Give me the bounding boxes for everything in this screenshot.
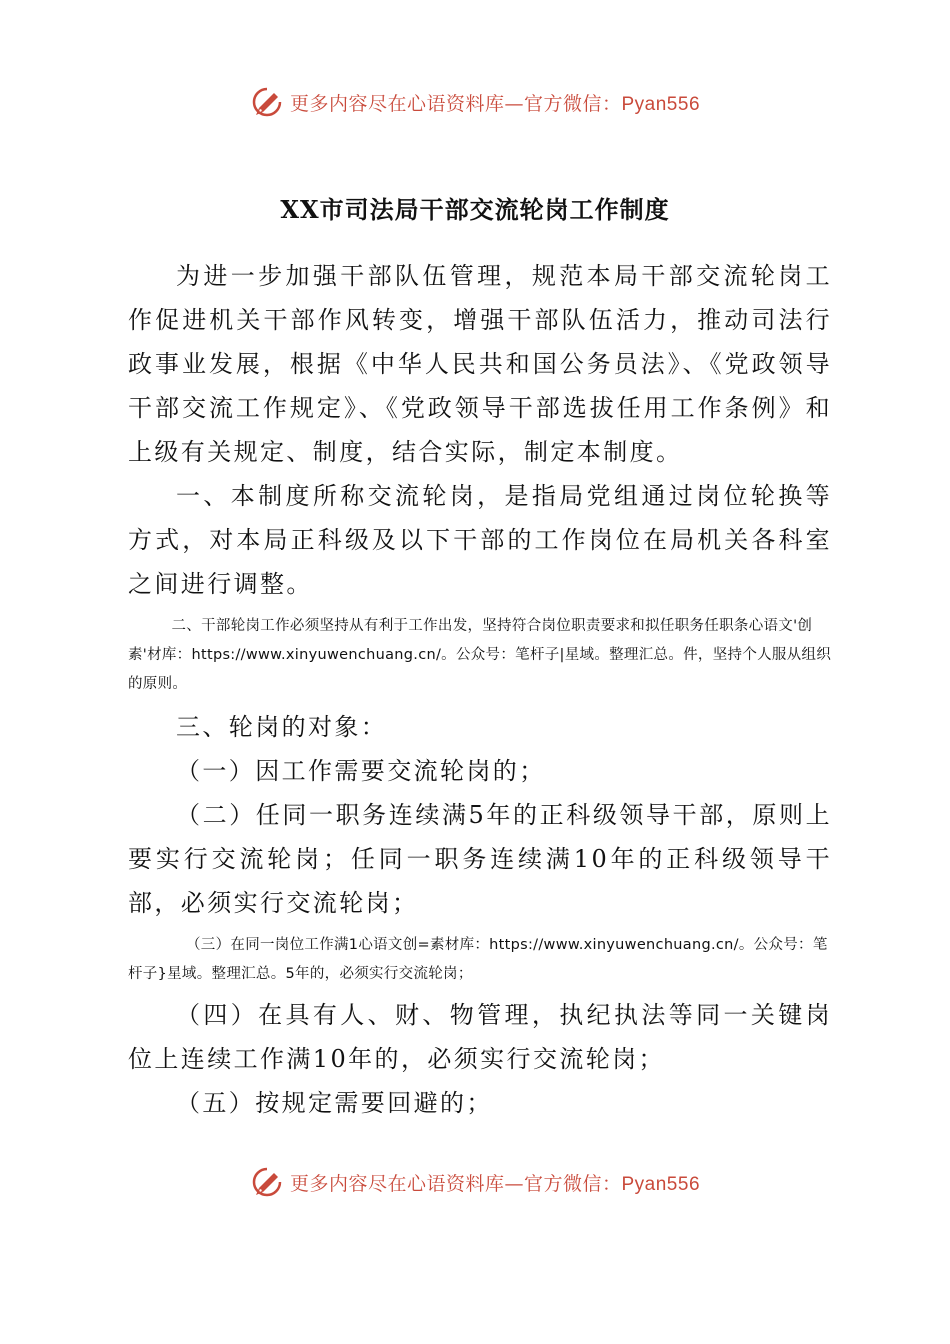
paragraph-article-3: 三、轮岗的对象：: [176, 713, 388, 741]
paragraph-item-1: （一）因工作需要交流轮岗的；: [176, 757, 546, 785]
paragraph-preamble: 为进一步加强干部队伍管理，规范本局干部交流轮岗工作促进机关干部作风转变，增强干部队伍活力，推动司法行政事业发展，根据《中华人民共和国公务员法》、《党政领导干部交流工作规定》、《党政领导干部选拔任用工作条例》和上级有关规定、制度，结合实际，制定本制度。: [128, 262, 832, 466]
footer-banner: [0, 1162, 950, 1202]
banner-text: 更多内容尽在心语资料库—官方微信：Pyan556: [289, 92, 701, 115]
paragraph-item-5: （五）按规定需要回避的；: [176, 1089, 493, 1117]
document-body: [128, 254, 832, 1125]
paragraph-item-4: （四）在具有人、财、物管理，执纪执法等同一关键岗位上连续工作满10年的，必须实行交流轮岗；: [128, 1001, 832, 1073]
pen-logo-icon: [250, 86, 284, 118]
paragraph-item-2: （二）任同一职务连续满5年的正科级领导干部，原则上要实行交流轮岗；任同一职务连续满10年的正科级领导干部，必须实行交流轮岗；: [128, 801, 832, 917]
paragraph-article-1: 一、本制度所称交流轮岗，是指局党组通过岗位轮换等方式，对本局正科级及以下干部的工作岗位在局机关各科室之间进行调整。: [128, 482, 832, 598]
pen-logo-icon: [250, 1166, 284, 1198]
paragraph-article-2: 二、干部轮岗工作必须坚持从有利于工作出发，坚持符合岗位职责要求和拟任职务任职条心语文'创素'材库：https://www.xinyuwenchuang.cn/。公众号：笔杆子|星域。整理汇总。件，坚持个人服从组织的原则。: [128, 618, 832, 692]
header-banner: [0, 82, 950, 122]
banner-text: 更多内容尽在心语资料库—官方微信：Pyan556: [289, 1172, 701, 1195]
document-title: XX市司法局干部交流轮岗工作制度: [280, 195, 670, 224]
paragraph-item-3: （三）在同一岗位工作满1心语文创=素材库：https://www.xinyuwenchuang.cn/。公众号：笔杆子}星域。整理汇总。5年的，必须实行交流轮岗；: [128, 937, 828, 982]
